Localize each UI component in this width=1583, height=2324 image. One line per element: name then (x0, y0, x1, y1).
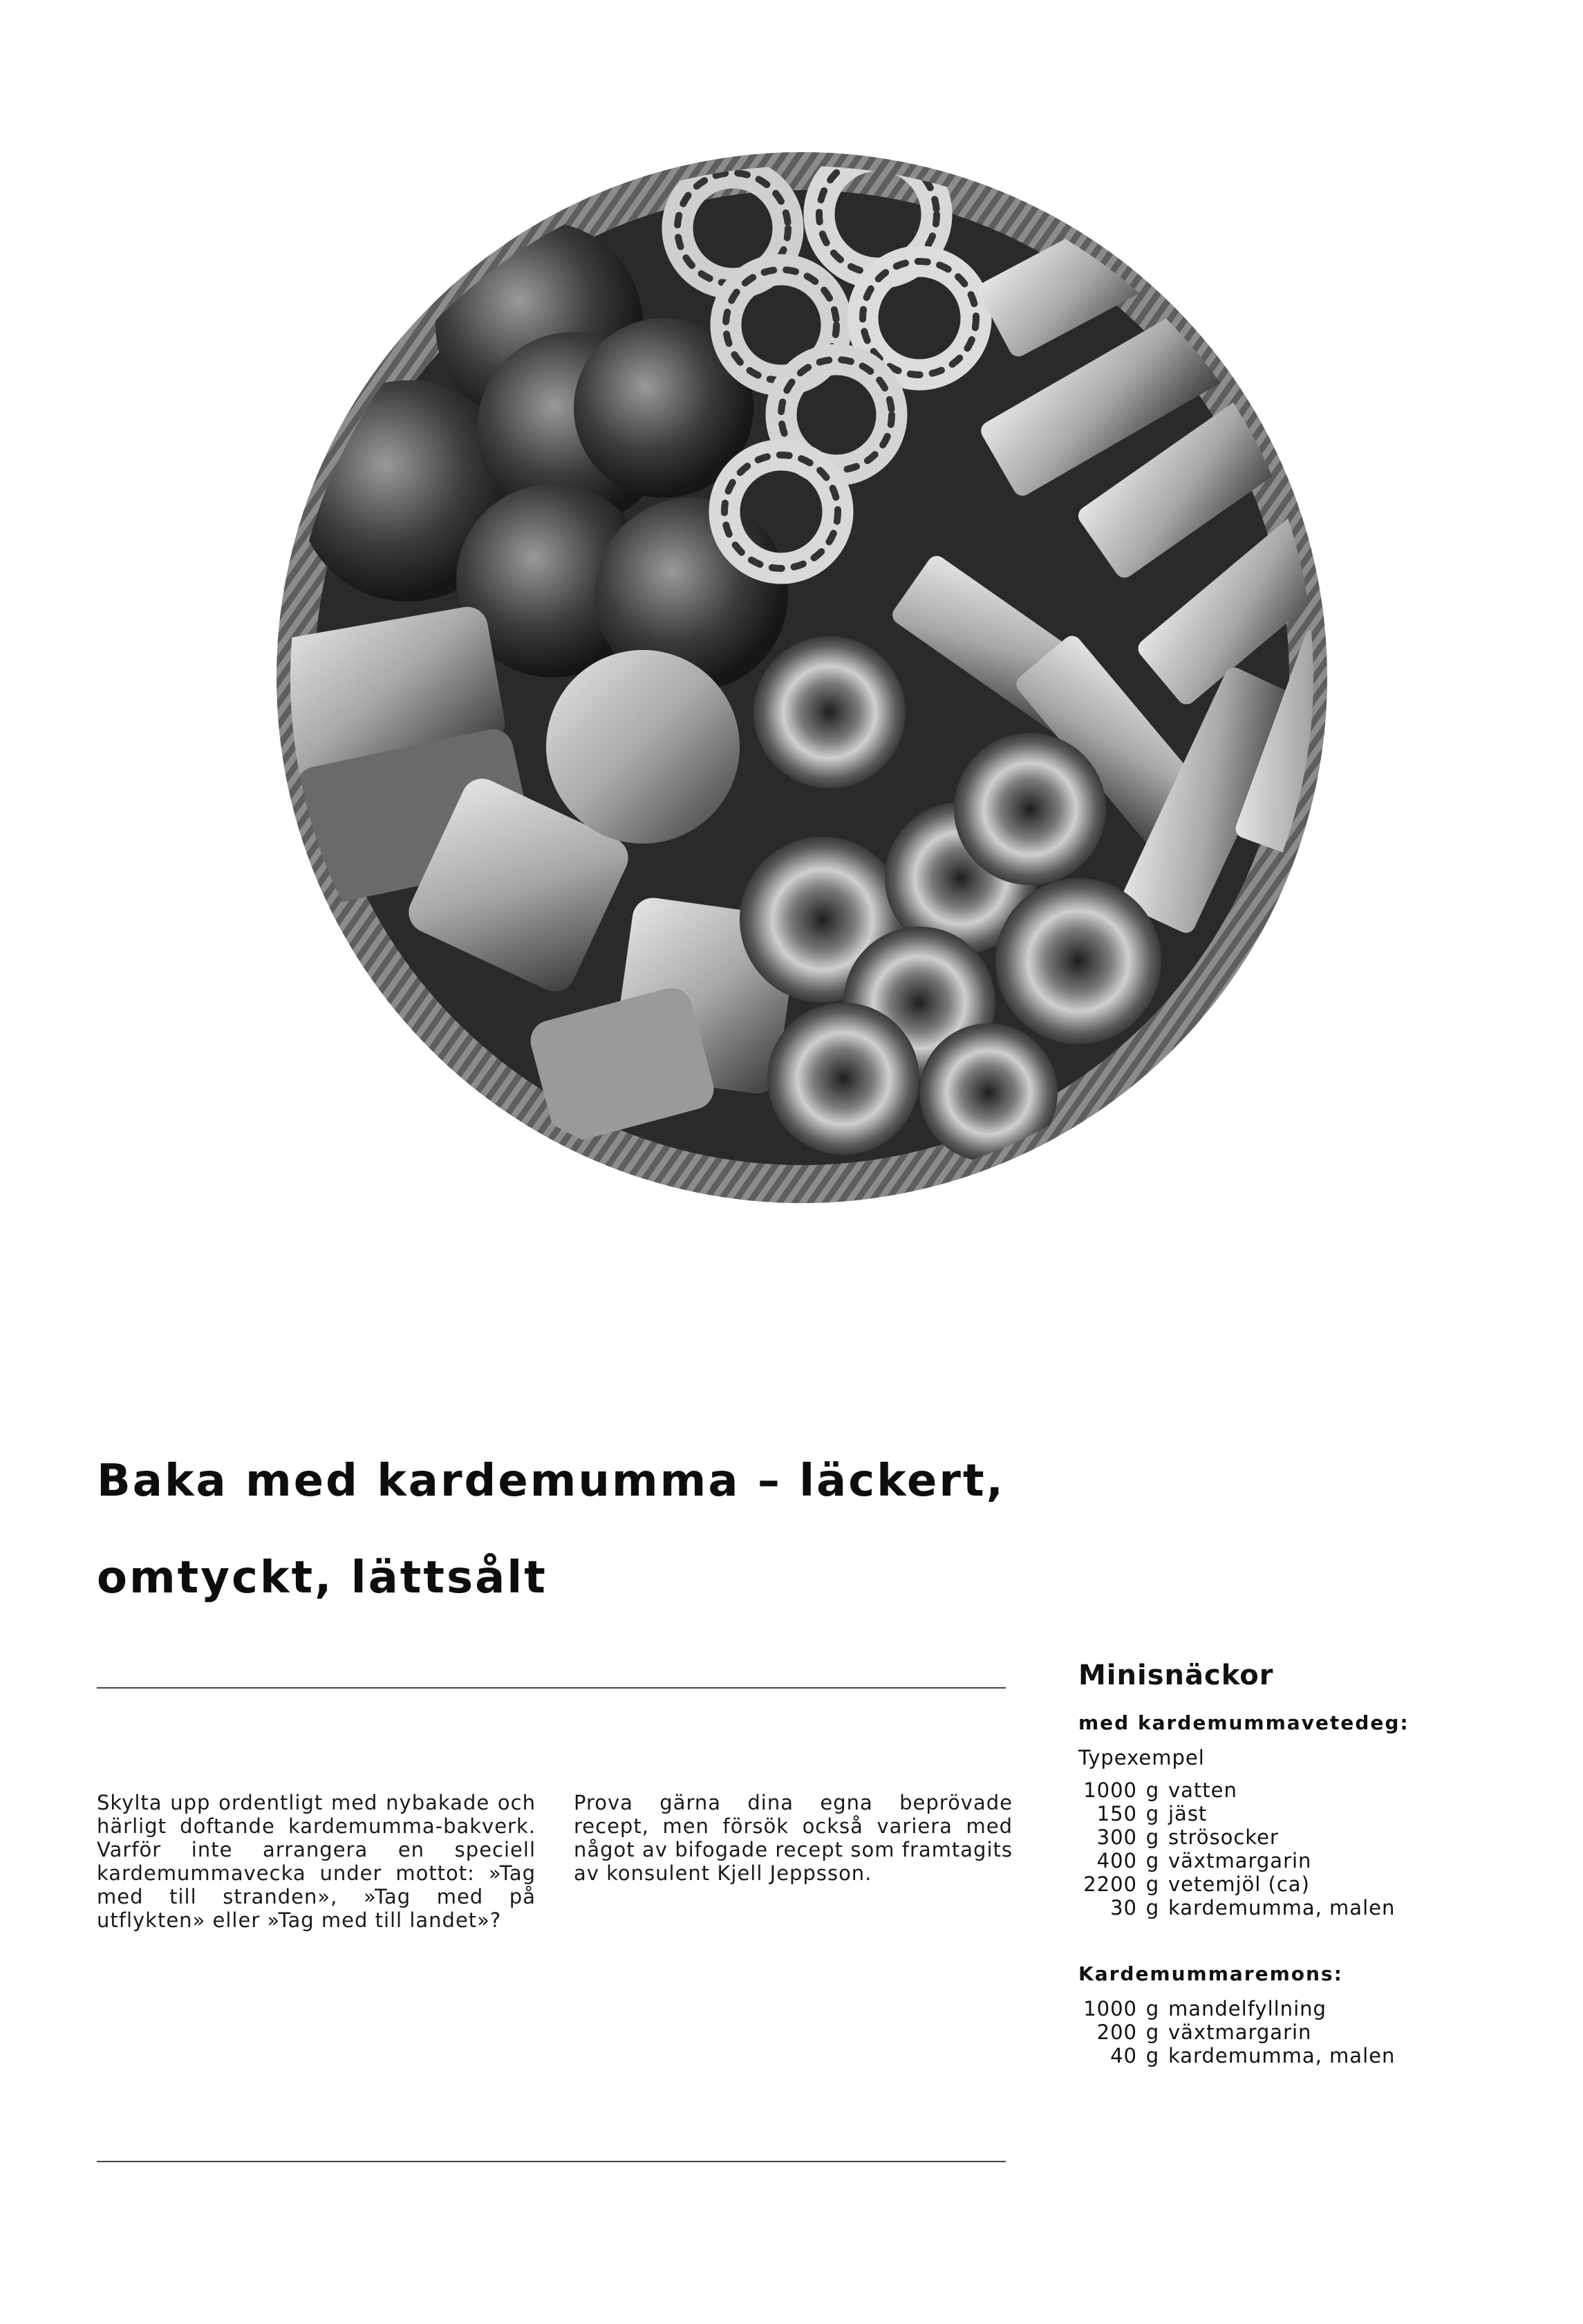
recipe-subtitle: med kardemummavetedeg: (1078, 1711, 1409, 1734)
ingredient-qty: 30 (1110, 1896, 1137, 1919)
ingredient-name: strösocker (1168, 1825, 1279, 1849)
ingredient-qty: 1000 (1083, 1997, 1137, 2020)
body-column-2: Prova gärna dina egna beprövade recept, men försök också variera med något av bifogade recept som framtagits av konsulent Kjell Jeppsson. (574, 1791, 1013, 1885)
ingredient-unit: g (1145, 1802, 1160, 1825)
ingredient-qty: 400 (1096, 1849, 1137, 1872)
ingredient-row (1078, 2044, 1395, 2067)
divider-top (97, 1687, 1006, 1689)
ingredient-unit: g (1145, 2044, 1160, 2067)
ingredient-qty: 300 (1096, 1825, 1137, 1849)
ingredient-row (1078, 1872, 1395, 1896)
ingredient-row (1078, 1802, 1395, 1825)
ingredient-unit: g (1145, 1825, 1160, 1849)
ingredient-row (1078, 1896, 1395, 1919)
ingredient-name: jäst (1168, 1802, 1208, 1825)
ingredient-name: mandelfyllning (1168, 1997, 1327, 2020)
ingredient-unit: g (1145, 1872, 1160, 1896)
ingredient-qty: 1000 (1083, 1778, 1137, 1802)
divider-bottom (97, 2161, 1006, 2162)
ingredient-row (1078, 2020, 1395, 2044)
body-column-1: Skylta upp ordentligt med nybakade och härligt doftande kardemumma-bakverk. Varför inte arrangera en speciell kardemummavecka under mottot: »Tag med till stranden», »Tag med på utflykten» eller »Tag med till landet»? (97, 1791, 536, 1932)
ingredient-qty: 40 (1110, 2044, 1137, 2067)
ingredient-qty: 150 (1096, 1802, 1137, 1825)
ingredient-unit: g (1145, 1896, 1160, 1919)
ingredient-name: växtmargarin (1168, 1849, 1312, 1872)
ingredient-name: kardemumma, malen (1168, 1896, 1396, 1919)
headline-line-2: omtyckt, lättsålt (97, 1552, 547, 1603)
ingredient-row (1078, 1778, 1395, 1802)
ingredient-name: kardemumma, malen (1168, 2044, 1396, 2067)
recipe-type-label: Typexempel (1078, 1746, 1205, 1769)
ingredient-name: vetemjöl (ca) (1168, 1872, 1310, 1896)
dough-ingredients (1078, 1778, 1395, 1919)
ingredient-name: växtmargarin (1168, 2020, 1312, 2044)
remons-ingredients (1078, 1997, 1395, 2067)
remons-title: Kardemummaremons: (1078, 1962, 1343, 1985)
ingredient-unit: g (1145, 2020, 1160, 2044)
ingredient-unit: g (1145, 1849, 1160, 1872)
ingredient-row (1078, 1997, 1395, 2020)
recipe-title: Minisnäckor (1078, 1660, 1274, 1691)
ingredient-name: vatten (1168, 1778, 1237, 1802)
ingredient-qty: 200 (1096, 2020, 1137, 2044)
ingredient-unit: g (1145, 1997, 1160, 2020)
headline-line-1: Baka med kardemumma – läckert, (97, 1456, 1005, 1507)
ingredient-unit: g (1145, 1778, 1160, 1802)
ingredient-qty: 2200 (1083, 1872, 1137, 1896)
ingredient-row (1078, 1825, 1395, 1849)
ingredient-row (1078, 1849, 1395, 1872)
